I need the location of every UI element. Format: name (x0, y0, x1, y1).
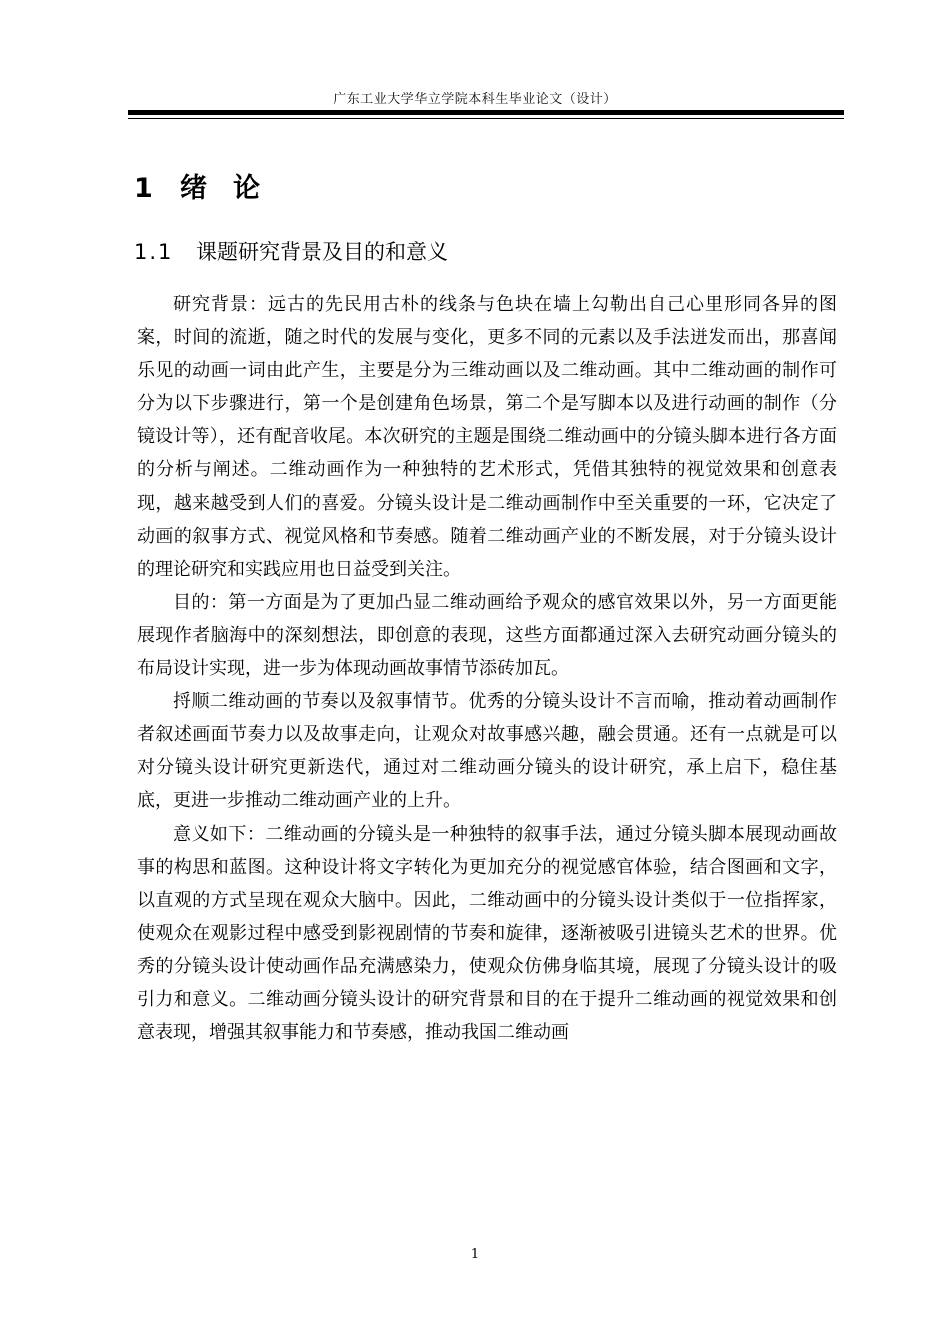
chapter-title: 绪论 (180, 173, 286, 204)
header-rule-thin (128, 118, 844, 119)
header-rule-thick (128, 110, 844, 115)
chapter-number: 1 (134, 173, 153, 204)
paragraph-rhythm: 捋顺二维动画的节奏以及叙事情节。优秀的分镜头设计不言而喻，推动着动画制作者叙述画面节奏力以及故事走向，让观众对故事感兴趣，融会贯通。还有一点就是可以对分镜头设计研究更新迭代，通过对二维动画分镜头的设计研究，承上启下，稳住基底，更进一步推动二维动画产业的上升。 (137, 691, 837, 812)
paragraph-background: 研究背景：远古的先民用古朴的线条与色块在墙上勾勒出自己心里形同各异的图案，时间的流逝，随之时代的发展与变化，更多不同的元素以及手法迸发而出，那喜闻乐见的动画一词由此产生，主要是分为三维动画以及二维动画。其中二维动画的制作可分为以下步骤进行，第一个是创建角色场景，第二个是写脚本以及进行动画的制作（分镜设计等），还有配音收尾。本次研究的主题是围绕二维动画中的分镜头脚本进行各方面的分析与阐述。二维动画作为一种独特的艺术形式，凭借其独特的视觉效果和创意表现，越来越受到人们的喜爱。分镜头设计是二维动画制作中至关重要的一环，它决定了动画的叙事方式、视觉风格和节奏感。随着二维动画产业的不断发展，对于分镜头设计的理论研究和实践应用也日益受到关注。 (137, 294, 837, 580)
section-number: 1.1 (134, 240, 174, 264)
page-header: 广东工业大学华立学院本科生毕业论文（设计） (333, 92, 617, 107)
chapter-heading (134, 166, 286, 205)
body-text (137, 288, 837, 1049)
section-heading (134, 236, 448, 266)
section-title: 课题研究背景及目的和意义 (196, 240, 448, 264)
paragraph-purpose: 目的：第一方面是为了更加凸显二维动画给予观众的感官效果以外，另一方面更能展现作者脑海中的深刻想法，即创意的表现，这些方面都通过深入去研究动画分镜头的布局设计实现，进一步为体现动画故事情节添砖加瓦。 (137, 591, 837, 680)
page-number: 1 (470, 1247, 480, 1262)
paragraph-significance: 意义如下：二维动画的分镜头是一种独特的叙事手法，通过分镜头脚本展现动画故事的构思和蓝图。这种设计将文字转化为更加充分的视觉感官体验，结合图画和文字，以直观的方式呈现在观众大脑中。因此，二维动画中的分镜头设计类似于一位指挥家，使观众在观影过程中感受到影视剧情的节奏和旋律，逐渐被吸引进镜头艺术的世界。优秀的分镜头设计使动画作品充满感染力，使观众仿佛身临其境，展现了分镜头设计的吸引力和意义。二维动画分镜头设计的研究背景和目的在于提升二维动画的视觉效果和创意表现，增强其叙事能力和节奏感，推动我国二维动画 (137, 823, 837, 1044)
